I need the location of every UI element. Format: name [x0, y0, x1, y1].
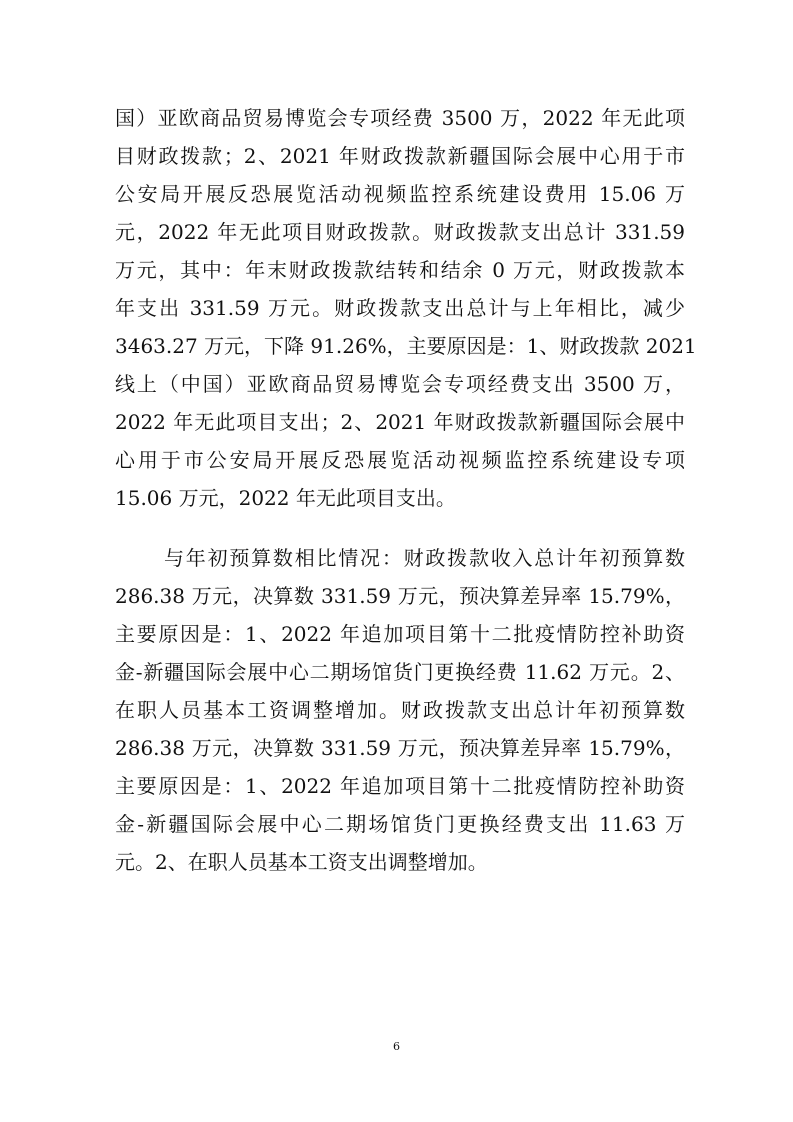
paragraph-line: 元，2022 年无此项目财政拨款。财政拨款支出总计 331.59	[115, 220, 685, 244]
paragraph-line: 公安局开展反恐展览活动视频监控系统建设费用 15.06 万	[115, 182, 685, 206]
paragraph-line: 在职人员基本工资调整增加。财政拨款支出总计年初预算数	[115, 698, 685, 722]
paragraph-line: 主要原因是：1、2022 年追加项目第十二批疫情防控补助资	[115, 774, 685, 798]
paragraph-line: 主要原因是：1、2022 年追加项目第十二批疫情防控补助资	[115, 622, 685, 646]
paragraph-line: 2022 年无此项目支出；2、2021 年财政拨款新疆国际会展中	[115, 410, 685, 434]
paragraph-line: 目财政拨款；2、2021 年财政拨款新疆国际会展中心用于市	[115, 144, 685, 168]
paragraph-line: 国）亚欧商品贸易博览会专项经费 3500 万，2022 年无此项	[115, 106, 685, 130]
paragraph-line: 金-新疆国际会展中心二期场馆货门更换经费 11.62 万元。2、	[115, 660, 685, 684]
paragraph-line-last: 15.06 万元，2022 年无此项目支出。	[115, 486, 456, 510]
paragraph-line: 286.38 万元，决算数 331.59 万元，预决算差异率 15.79%，	[115, 736, 685, 760]
paragraph-line: 年支出 331.59 万元。财政拨款支出总计与上年相比，减少	[115, 296, 685, 320]
paragraph-line: 金-新疆国际会展中心二期场馆货门更换经费支出 11.63 万	[115, 812, 685, 836]
paragraph-line: 心用于市公安局开展反恐展览活动视频监控系统建设专项	[115, 448, 685, 472]
paragraph-line: 286.38 万元，决算数 331.59 万元，预决算差异率 15.79%，	[115, 584, 685, 608]
paragraph-first-line: 与年初预算数相比情况：财政拨款收入总计年初预算数	[164, 546, 685, 570]
paragraph-line-last: 元。2、在职人员基本工资支出调整增加。	[115, 850, 488, 874]
paragraph-line: 万元，其中：年末财政拨款结转和结余 0 万元，财政拨款本	[115, 258, 685, 282]
paragraph-line: 3463.27 万元，下降 91.26%，主要原因是：1、财政拨款 2021	[115, 334, 697, 358]
page-number: 6	[393, 1040, 400, 1053]
paragraph-line: 线上（中国）亚欧商品贸易博览会专项经费支出 3500 万，	[115, 372, 685, 396]
